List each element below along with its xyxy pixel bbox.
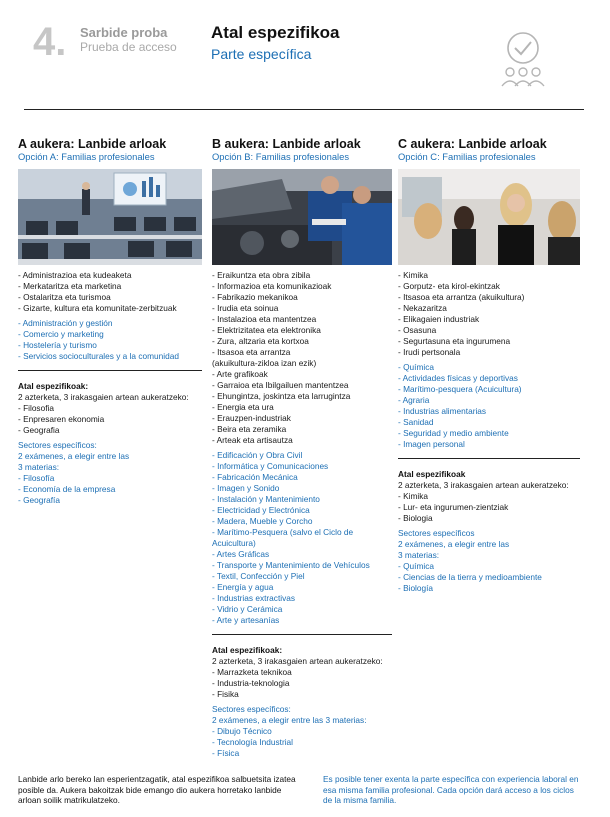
list-item: - Administración y gestión	[18, 318, 113, 328]
list-item: - Electricidad y Electrónica	[212, 505, 310, 515]
families-eu-list	[18, 270, 202, 314]
list-item: - Industrias extractivas	[212, 593, 295, 603]
list-item: - Segurtasuna eta ingurumena	[398, 336, 511, 346]
list-item: - Biologia	[398, 513, 433, 523]
list-item: - Seguridad y medio ambiente	[398, 428, 509, 438]
list-item: - Industria-teknologia	[212, 678, 290, 688]
list-item: - Gorputz- eta kirol-ekintzak	[398, 281, 500, 291]
families-eu-list	[212, 270, 392, 446]
list-item: - Imagen personal	[398, 439, 465, 449]
list-item: - Fisika	[212, 689, 239, 699]
section-divider	[398, 458, 580, 459]
atal-intro: 2 azterketa, 3 irakasgaien artean aukeratzeko:	[18, 392, 189, 402]
list-item: - Osasuna	[398, 325, 437, 335]
families-eu-list	[398, 270, 580, 358]
subjects-eu-list	[398, 491, 580, 524]
list-item: - Garraioa eta Ibilgailuen mantentzea	[212, 380, 349, 390]
list-item: - Zura, altzaria eta kortxoa	[212, 336, 309, 346]
option-c-column	[398, 137, 580, 594]
option-a-column	[18, 137, 202, 506]
header-divider	[24, 109, 584, 110]
subjects-es-list	[398, 561, 580, 594]
atal-intro: 2 azterketa, 3 irakasgaien artean aukeratzeko:	[398, 480, 569, 490]
list-item: - Dibujo Técnico	[212, 726, 272, 736]
subjects-es-list	[18, 473, 202, 506]
option-a-subtitle: Opción A: Familias profesionales	[18, 151, 155, 162]
list-item: - Elikagaien industriak	[398, 314, 480, 324]
list-item: - Sanidad	[398, 417, 434, 427]
list-item: - Kimika	[398, 270, 428, 280]
sectores-heading: Sectores específicos:	[18, 440, 97, 450]
list-item: - Itsasoa eta arrantza (akuikultura)	[398, 292, 525, 302]
list-item: - Servicios socioculturales y a la comunidad	[18, 351, 179, 361]
list-item: - Vidrio y Cerámica	[212, 604, 283, 614]
section-divider	[212, 634, 392, 635]
list-item: - Eraikuntza eta obra zibila	[212, 270, 311, 280]
list-item: - Filosofia	[18, 403, 54, 413]
list-item: - Informazioa eta komunikazioak	[212, 281, 332, 291]
list-item: - Merkataritza eta marketina	[18, 281, 122, 291]
list-item: - Textil, Confección y Piel	[212, 571, 305, 581]
list-item: - Nekazaritza	[398, 303, 447, 313]
list-item: - Energía y agua	[212, 582, 274, 592]
sectores-intro: 2 exámenes, a elegir entre las 3 materias:	[212, 715, 367, 725]
hairdressing-class-photo	[398, 169, 580, 265]
atal-heading: Atal espezifikoak	[398, 469, 466, 479]
list-item: - Fabricación Mecánica	[212, 472, 298, 482]
families-es-list	[212, 450, 392, 626]
atal-heading: Atal espezifikoak:	[212, 645, 283, 655]
checkmark-group-icon	[492, 28, 554, 90]
list-item: - Arteak eta artisautza	[212, 435, 293, 445]
list-item: - Marrazketa teknikoa	[212, 667, 292, 677]
list-item: - Administrazioa eta kudeaketa	[18, 270, 132, 280]
sectores-intro: 2 exámenes, a elegir entre las 3 materias:	[18, 451, 130, 472]
list-item: - Ehungintza, joskintza eta larrugintza	[212, 391, 351, 401]
list-item: - Tecnología Industrial	[212, 737, 294, 747]
families-es-list	[398, 362, 580, 450]
option-c-title: C aukera: Lanbide arloak	[398, 137, 547, 151]
list-item: - Marítimo-Pesquera (salvo el Ciclo de Acuicultura)	[212, 527, 354, 548]
sectores-heading: Sectores específicos	[398, 528, 475, 538]
list-item: - Industrias alimentarias	[398, 406, 487, 416]
option-b-column	[212, 137, 392, 759]
list-item: - Fabrikazio mekanikoa	[212, 292, 298, 302]
list-item: - Enpresaren ekonomia	[18, 414, 105, 424]
list-item: - Geografía	[18, 495, 60, 505]
list-item: - Marítimo-pesquera (Acuicultura)	[398, 384, 522, 394]
sectores-intro: 2 exámenes, a elegir entre las 3 materias:	[398, 539, 510, 560]
list-item: - Gizarte, kultura eta komunitate-zerbitzuak	[18, 303, 177, 313]
option-b-subtitle: Opción B: Familias profesionales	[212, 151, 350, 162]
list-item: - Filosofía	[18, 473, 55, 483]
families-es-list	[18, 318, 202, 362]
list-item: - Irudi pertsonala	[398, 347, 461, 357]
list-item: - Energia eta ura	[212, 402, 274, 412]
mechanics-engine-photo	[212, 169, 392, 265]
list-item: - Física	[212, 748, 240, 758]
list-item: - Edificación y Obra Civil	[212, 450, 303, 460]
subjects-eu-list	[212, 667, 392, 700]
list-item: - Informática y Comunicaciones	[212, 461, 329, 471]
list-item: - Irudia eta soinua	[212, 303, 279, 313]
page-title-es: Parte específica	[211, 46, 312, 62]
section-divider	[18, 370, 202, 371]
list-item: - Actividades físicas y deportivas	[398, 373, 518, 383]
atal-heading: Atal espezifikoak:	[18, 381, 89, 391]
section-title-eu: Sarbide proba	[80, 25, 168, 40]
list-item: - Ostalaritza eta turismoa	[18, 292, 111, 302]
sectores-heading: Sectores específicos:	[212, 704, 291, 714]
section-number: 4.	[33, 20, 67, 64]
list-item: - Artes Gráficas	[212, 549, 270, 559]
list-item: - Hostelería y turismo	[18, 340, 97, 350]
list-item: - Instalación y Mantenimiento	[212, 494, 320, 504]
section-title-es: Prueba de acceso	[80, 40, 177, 54]
page-title-eu: Atal espezifikoa	[211, 23, 340, 42]
list-item: - Kimika	[398, 491, 428, 501]
atal-intro: 2 azterketa, 3 irakasgaien artean aukeratzeko:	[212, 656, 383, 666]
list-item: - Erauzpen-industriak	[212, 413, 291, 423]
list-item: - Arte grafikoak	[212, 369, 268, 379]
classroom-computers-photo	[18, 169, 202, 265]
subjects-es-list	[212, 726, 392, 759]
list-item: - Instalazioa eta mantentzea	[212, 314, 317, 324]
option-b-title: B aukera: Lanbide arloak	[212, 137, 361, 151]
list-item: - Elektrizitatea eta elektronika	[212, 325, 321, 335]
subjects-eu-list	[18, 403, 202, 436]
list-item: - Geografia	[18, 425, 60, 435]
list-item: - Lur- eta ingurumen-zientziak	[398, 502, 509, 512]
list-item: - Química	[398, 362, 434, 372]
list-item: - Ciencias de la tierra y medioambiente	[398, 572, 542, 582]
list-item: - Beira eta zeramika	[212, 424, 287, 434]
list-item: - Transporte y Mantenimiento de Vehículos	[212, 560, 370, 570]
footer-note-eu: Lanbide arlo bereko lan esperientzagatik, atal espezifikoa salbuetsita izatea posible da. Aukera bakoitzak bide emango dio aukera horretako lanbide arloan soilik matrikulatzeko.	[18, 774, 296, 805]
list-item: - Comercio y marketing	[18, 329, 104, 339]
list-item: - Itsasoa eta arrantza (akuikultura-zikloa izan ezik)	[212, 347, 317, 368]
list-item: - Imagen y Sonido	[212, 483, 280, 493]
option-c-subtitle: Opción C: Familias profesionales	[398, 151, 536, 162]
option-a-title: A aukera: Lanbide arloak	[18, 137, 167, 151]
list-item: - Arte y artesanías	[212, 615, 280, 625]
list-item: - Madera, Mueble y Corcho	[212, 516, 313, 526]
list-item: - Biología	[398, 583, 434, 593]
footer-note-es: Es posible tener exenta la parte específica con experiencia laboral en esa misma familia profesional. Cada opción dará acceso a los ciclos de la misma familia.	[323, 774, 579, 805]
list-item: - Economía de la empresa	[18, 484, 116, 494]
list-item: - Agraria	[398, 395, 430, 405]
list-item: - Química	[398, 561, 434, 571]
